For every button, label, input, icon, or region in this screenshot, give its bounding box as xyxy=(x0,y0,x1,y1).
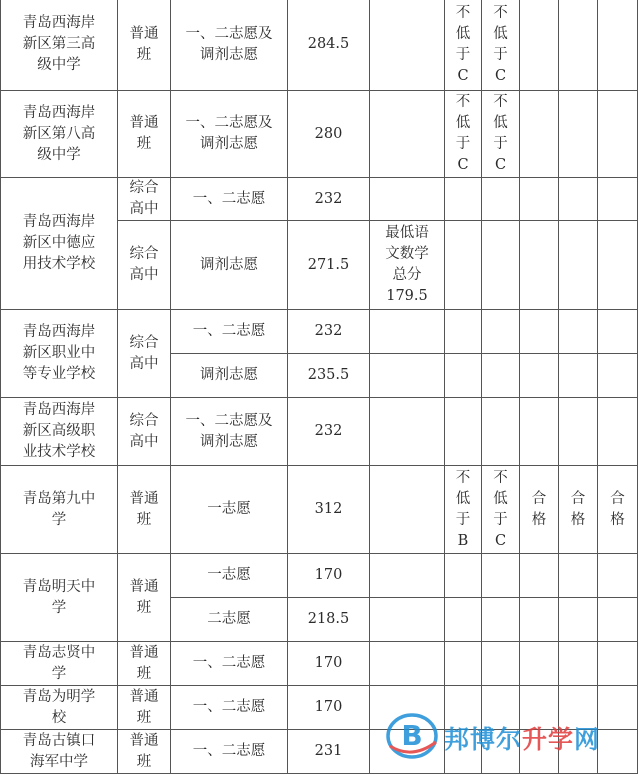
grade-cell xyxy=(482,554,520,598)
grade-cell xyxy=(520,221,559,310)
wish-cell: 一、二志愿 xyxy=(171,178,288,221)
table-row xyxy=(1,398,638,466)
wish-cell: 一志愿 xyxy=(171,554,288,598)
grade-cell: 不 低 于 B xyxy=(445,466,482,554)
table-row xyxy=(1,310,638,354)
class-type-cell: 普通 班 xyxy=(118,730,171,774)
grade-cell xyxy=(445,642,482,686)
grade-cell: 合 格 xyxy=(598,466,638,554)
wish-cell: 一、二志愿 xyxy=(171,686,288,730)
grade-cell xyxy=(598,91,638,178)
school-name-cell: 青岛西海岸 新区第三高 级中学 xyxy=(1,0,118,91)
school-name-cell: 青岛古镇口 海军中学 xyxy=(1,730,118,774)
grade-cell xyxy=(520,0,559,91)
grade-cell xyxy=(445,221,482,310)
watermark-accent: 升学 xyxy=(522,725,575,754)
grade-cell xyxy=(598,221,638,310)
school-name-cell: 青岛志贤中 学 xyxy=(1,642,118,686)
grade-cell xyxy=(559,310,598,354)
school-name-cell: 青岛西海岸 新区职业中 等专业学校 xyxy=(1,310,118,398)
score-cell: 231 xyxy=(288,730,370,774)
class-type-cell: 普通 班 xyxy=(118,554,171,642)
grade-cell xyxy=(520,642,559,686)
grade-cell xyxy=(598,398,638,466)
wish-cell: 一志愿 xyxy=(171,466,288,554)
wish-cell: 一、二志愿及 调剂志愿 xyxy=(171,398,288,466)
grade-cell xyxy=(445,354,482,398)
grade-cell xyxy=(559,0,598,91)
grade-cell xyxy=(559,598,598,642)
grade-cell xyxy=(559,91,598,178)
score-cell: 232 xyxy=(288,310,370,354)
score-cell: 271.5 xyxy=(288,221,370,310)
grade-cell xyxy=(598,354,638,398)
grade-cell xyxy=(598,310,638,354)
school-name-cell: 青岛西海岸 新区第八高 级中学 xyxy=(1,91,118,178)
grade-cell xyxy=(598,598,638,642)
class-type-cell: 综合 高中 xyxy=(118,398,171,466)
wish-cell: 一、二志愿 xyxy=(171,642,288,686)
note-cell xyxy=(370,178,445,221)
score-cell: 280 xyxy=(288,91,370,178)
wish-cell: 调剂志愿 xyxy=(171,221,288,310)
b-logo-icon xyxy=(384,712,440,760)
class-type-cell: 综合 高中 xyxy=(118,178,171,221)
table-row xyxy=(1,642,638,686)
score-cell: 232 xyxy=(288,398,370,466)
note-cell xyxy=(370,0,445,91)
grade-cell: 不 低 于 C xyxy=(445,0,482,91)
score-cell: 170 xyxy=(288,554,370,598)
class-type-cell: 普通 班 xyxy=(118,0,171,91)
note-cell xyxy=(370,598,445,642)
grade-cell xyxy=(520,598,559,642)
wish-cell: 一、二志愿及 调剂志愿 xyxy=(171,0,288,91)
grade-cell xyxy=(482,354,520,398)
score-cell: 170 xyxy=(288,686,370,730)
grade-cell xyxy=(482,310,520,354)
wish-cell: 一、二志愿 xyxy=(171,730,288,774)
grade-cell xyxy=(559,354,598,398)
note-cell: 最低语 文数学 总分 179.5 xyxy=(370,221,445,310)
school-name-cell: 青岛西海岸 新区高级职 业技术学校 xyxy=(1,398,118,466)
grade-cell xyxy=(520,178,559,221)
grade-cell xyxy=(520,554,559,598)
grade-cell xyxy=(445,598,482,642)
note-cell xyxy=(370,466,445,554)
grade-cell xyxy=(559,554,598,598)
grade-cell xyxy=(520,398,559,466)
school-name-cell: 青岛第九中 学 xyxy=(1,466,118,554)
grade-cell xyxy=(482,642,520,686)
class-type-cell: 综合 高中 xyxy=(118,310,171,398)
grade-cell xyxy=(520,310,559,354)
grade-cell xyxy=(559,398,598,466)
class-type-cell: 综合 高中 xyxy=(118,221,171,310)
score-cell: 235.5 xyxy=(288,354,370,398)
note-cell xyxy=(370,354,445,398)
note-cell xyxy=(370,554,445,598)
score-cell: 284.5 xyxy=(288,0,370,91)
note-cell xyxy=(370,310,445,354)
grade-cell: 合 格 xyxy=(559,466,598,554)
grade-cell xyxy=(598,642,638,686)
table-row xyxy=(1,0,638,91)
wish-cell: 一、二志愿 xyxy=(171,310,288,354)
score-cell: 232 xyxy=(288,178,370,221)
wish-cell: 一、二志愿及 调剂志愿 xyxy=(171,91,288,178)
school-name-cell: 青岛为明学 校 xyxy=(1,686,118,730)
note-cell xyxy=(370,398,445,466)
watermark-text xyxy=(444,720,600,756)
grade-cell: 不 低 于 C xyxy=(445,91,482,178)
site-watermark xyxy=(384,712,634,760)
grade-cell: 不 低 于 C xyxy=(482,0,520,91)
grade-cell xyxy=(598,178,638,221)
table-row xyxy=(1,178,638,221)
grade-cell xyxy=(445,554,482,598)
grade-cell xyxy=(482,178,520,221)
grade-cell xyxy=(598,554,638,598)
grade-cell: 不 低 于 C xyxy=(482,466,520,554)
note-cell xyxy=(370,91,445,178)
wish-cell: 调剂志愿 xyxy=(171,354,288,398)
grade-cell xyxy=(520,91,559,178)
grade-cell xyxy=(482,398,520,466)
grade-cell: 合 格 xyxy=(520,466,559,554)
watermark-suffix: 网 xyxy=(574,725,601,754)
score-cell: 218.5 xyxy=(288,598,370,642)
class-type-cell: 普通 班 xyxy=(118,466,171,554)
grade-cell xyxy=(445,310,482,354)
wish-cell: 二志愿 xyxy=(171,598,288,642)
class-type-cell: 普通 班 xyxy=(118,91,171,178)
grade-cell xyxy=(445,398,482,466)
table-row xyxy=(1,554,638,598)
note-cell xyxy=(370,642,445,686)
table-row xyxy=(1,91,638,178)
grade-cell xyxy=(482,598,520,642)
grade-cell xyxy=(559,642,598,686)
school-name-cell: 青岛明天中 学 xyxy=(1,554,118,642)
grade-cell xyxy=(482,221,520,310)
class-type-cell: 普通 班 xyxy=(118,642,171,686)
grade-cell: 不 低 于 C xyxy=(482,91,520,178)
score-cell: 170 xyxy=(288,642,370,686)
grade-cell xyxy=(445,178,482,221)
school-name-cell: 青岛西海岸 新区中德应 用技术学校 xyxy=(1,178,118,310)
logo-letter: B xyxy=(401,719,423,752)
table-row xyxy=(1,466,638,554)
grade-cell xyxy=(559,221,598,310)
score-cell: 312 xyxy=(288,466,370,554)
grade-cell xyxy=(598,0,638,91)
class-type-cell: 普通 班 xyxy=(118,686,171,730)
watermark-main: 邦博尔 xyxy=(444,725,523,754)
grade-cell xyxy=(520,354,559,398)
grade-cell xyxy=(559,178,598,221)
